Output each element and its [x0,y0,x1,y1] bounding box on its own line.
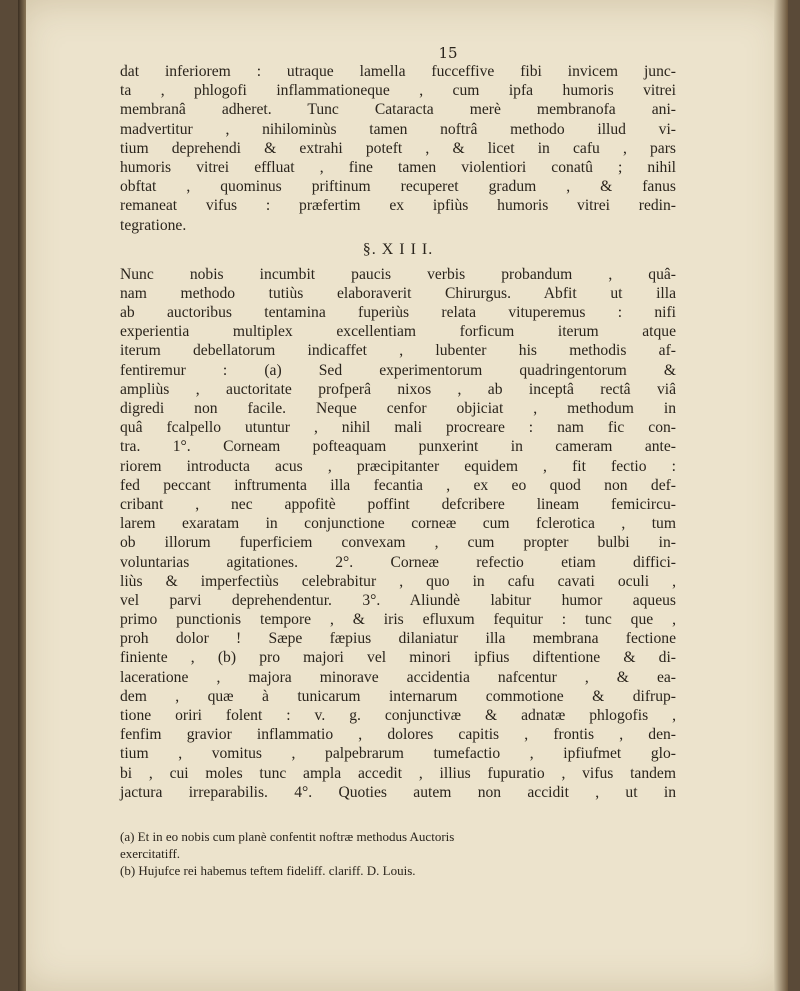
footnote-a-continuation: exercitatiff. [120,845,181,861]
text-line: tra. 1°. Corneam pofteaquam punxerint in cameram ante- [120,438,676,456]
text-line: humoris vitrei effluat , fine tamen violentiori conatû ; nihil [120,158,676,176]
footnotes [120,822,676,879]
text-line: fed peccant inftrumenta illa fecantia , ex eo quod non def- [120,476,676,494]
text-line: fentiremur : (a) Sed experimentorum quadringentorum & [120,361,676,379]
text-block [120,44,676,879]
text-line: tium , vomitus , palpebrarum tumefactio , ipfiufmet glo- [120,745,676,763]
text-line: larem exaratam in conjunctione corneæ cum fclerotica , tum [120,515,676,533]
paragraph-1 [120,62,676,235]
text-line: fenfim gravior inflammatio , dolores capitis , frontis , den- [120,726,676,744]
book-spine [18,0,26,991]
text-line: jactura irreparabilis. 4°. Quoties autem non accidit , ut in [120,783,676,801]
page-edge [774,0,788,991]
footnote-a: (a) Et in eo nobis cum planè confentit noftræ methodus Auctoris [120,828,455,844]
text-line: ab auctoribus tentamina fuperiùs relata vituperemus : nifi [120,304,676,322]
text-line: liùs & imperfectiùs celebrabitur , quo in cafu cavati oculi , [120,572,676,590]
text-line: quâ fcalpello utuntur , nihil mali procreare : nam fic con- [120,419,676,437]
footnote-b: (b) Hujufce rei habemus teftem fideliff. clariff. D. Louis. [120,862,416,878]
text-line: finiente , (b) pro majori vel minori ipfius diftentione & di- [120,649,676,667]
text-line: nam methodo tutiùs elaboraverit Chirurgus. Abfit ut illa [120,284,676,302]
text-line: remaneat vifus : præfertim ex ipfiùs humoris vitrei redin- [120,197,676,215]
text-line: obftat , quominus priftinum recuperet gradum , & fanus [120,178,676,196]
text-line: Nunc nobis incumbit paucis verbis probandum , quâ- [120,265,676,283]
text-line: tium deprehendi & extrahi poteft , & licet in cafu , pars [120,139,676,157]
text-line: madvertitur , nihilominùs tamen noftrâ methodo illud vi- [120,120,676,138]
text-line: ob illorum fuperficiem convexam , cum propter bulbi in- [120,534,676,552]
text-line: dat inferiorem : utraque lamella fucceffive fibi invicem junc- [120,63,676,80]
text-line: laceratione , majora minorave accidentia nafcentur , & ea- [120,668,676,686]
text-line: membranâ adheret. Tunc Cataracta merè membranofa ani- [120,101,676,119]
text-line: dem , quæ à tunicarum internarum commotione & difrup- [120,687,676,705]
text-line: tione oriri folent : v. g. conjunctivæ & adnatæ phlogofis , [120,707,676,724]
text-line: voluntarias agitationes. 2°. Corneæ refectio etiam diffici- [120,553,676,571]
text-line: bi , cui moles tunc ampla accedit , illius fupuratio , vifus tandem [120,764,676,782]
text-line: cribant , nec appofitè poffint defcribere lineam femicircu- [120,495,676,513]
text-line: digredi non facile. Neque cenfor objiciat , methodum in [120,400,676,417]
book-page [18,0,788,991]
text-line: primo punctionis tempore , & iris efluxum fequitur : tunc que , [120,611,676,629]
page-number: 15 [438,44,458,62]
text-line: riorem introducta acus , præcipitanter equidem , fit fectio : [120,457,676,475]
text-line: experientia multiplex excellentiam forficum iterum atque [120,323,676,341]
text-line: proh dolor ! Sæpe fæpius dilaniatur illa membrana fectione [120,630,676,648]
text-line: tegratione. [120,216,187,234]
text-line: vel parvi deprehendentur. 3°. Aliundè labitur humor aqueus [120,591,676,609]
text-line: ampliùs , auctoritate profperâ nixos , ab inceptâ rectâ viâ [120,380,676,398]
text-line: ta , phlogofi inflammationeque , cum ipfa humoris vitrei [120,82,676,100]
section-heading: §. X I I I. [362,240,434,258]
paragraph-2 [120,265,676,802]
text-line: iterum debellatorum indicaffet , lubenter his methodis af- [120,342,676,360]
